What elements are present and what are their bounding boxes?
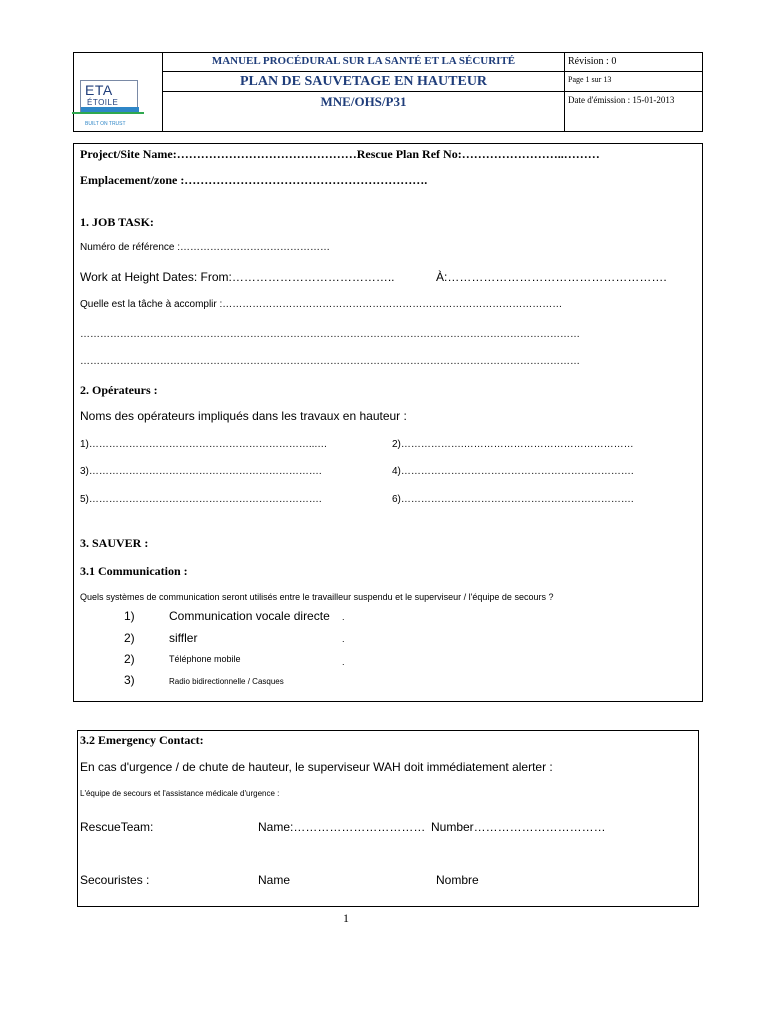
- job-task-section: Project/Site Name:………………………………………Rescue Plan Ref No:……………………..……… Emplacement/zone :……………………………………………………. 1. JOB TASK: Numéro de référence :……………………………………… Work at Height Dates: From:………………………………….. À:………………………………………………. Quelle est la tâche à accomplir :………………………………………………………………………………………… …………………………………………………………………………………………………………………………………… …………………………………………………………………………………………………………………………………… 2. Opérateurs : Noms des opérateurs impliqués dans les travaux en hauteur : 1)…………………………………………………………...… 2)……………….…………………………………………… 3)……………………………………………………………. 4)……………………………………………………………. 5)……………………………………………………………. 6)……………………………………………………………. 3. SAUVER : 3.1 Communication : Quels systèmes de communication seront utilisés entre le travailleur suspendu et le superviseur / l'équipe de secours ? 1) Communication vocale directe . 2) siffler . 2) Téléphone mobile . 3) Radio bidirectionnelle / Casques: [73, 143, 703, 702]
- task-dotted-line[interactable]: ……………………………………………………………………………………………………………………………………: [80, 329, 580, 340]
- list-item-number: 2): [124, 631, 135, 645]
- rescue-heading: 3. SAUVER :: [80, 536, 149, 550]
- emergency-contact-heading: 3.2 Emergency Contact:: [80, 733, 204, 747]
- job-task-heading: 1. JOB TASK:: [80, 215, 154, 229]
- list-item-number: 3): [124, 673, 135, 687]
- document-code: MNE/OHS/P31: [320, 94, 407, 109]
- revision-label: Révision : 0: [568, 56, 617, 67]
- operators-heading: 2. Opérateurs :: [80, 383, 158, 397]
- logo-tagline: BUILT ON TRUST: [85, 121, 126, 127]
- operator-field-5[interactable]: 5)…………………………………………………………….: [80, 494, 322, 505]
- rescue-team-name-field[interactable]: Name:……………………………: [258, 820, 426, 834]
- operator-field-1[interactable]: 1)…………………………………………………………...…: [80, 439, 328, 450]
- list-item: Radio bidirectionnelle / Casques: [169, 677, 284, 686]
- emergency-subtitle: L'équipe de secours et l'assistance médicale d'urgence :: [80, 789, 280, 798]
- page-number: 1: [343, 911, 349, 925]
- logo-subname: ÉTOILE: [87, 98, 119, 107]
- issue-date-label: Date d'émission : 15-01-2013: [568, 95, 675, 105]
- operator-field-3[interactable]: 3)…………………………………………………………….: [80, 466, 322, 477]
- operator-field-6[interactable]: 6)…………………………………………………………….: [392, 494, 634, 505]
- company-logo: [80, 80, 140, 132]
- list-item: Communication vocale directe: [169, 609, 330, 623]
- plan-title: PLAN DE SAUVETAGE EN HAUTEUR: [239, 74, 488, 89]
- list-item: siffler: [169, 631, 198, 645]
- rescue-team-label: RescueTeam:: [80, 820, 154, 834]
- operator-field-2[interactable]: 2)……………….……………………………………………: [392, 439, 634, 450]
- page-label: Page 1 sur 13: [568, 75, 612, 84]
- first-aiders-number-field[interactable]: Nombre: [436, 873, 479, 887]
- project-site-field[interactable]: Project/Site Name:………………………………………Rescue Plan Ref No:……………………..………: [80, 147, 600, 161]
- list-item: Téléphone mobile: [169, 654, 241, 664]
- location-zone-field[interactable]: Emplacement/zone :…………………………………………………….: [80, 173, 428, 187]
- task-question-field[interactable]: Quelle est la tâche à accomplir :…………………………………………………………………………………………: [80, 299, 563, 310]
- list-item-number: 1): [124, 609, 135, 623]
- rescue-team-number-field[interactable]: Number……………………………: [431, 820, 606, 834]
- list-item-number: 2): [124, 652, 135, 666]
- star-icon: [81, 114, 139, 120]
- task-dotted-line[interactable]: ……………………………………………………………………………………………………………………………………: [80, 356, 580, 367]
- manual-title: MANUEL PROCÉDURAL SUR LA SANTÉ ET LA SÉCURITÉ: [211, 55, 516, 67]
- reference-number-field[interactable]: Numéro de référence :………………………………………: [80, 242, 331, 253]
- operator-field-4[interactable]: 4)…………………………………………………………….: [392, 466, 634, 477]
- first-aiders-name-field[interactable]: Name: [258, 873, 291, 887]
- work-dates-from-field[interactable]: Work at Height Dates: From:…………………………………..: [80, 270, 395, 284]
- communication-question: Quels systèmes de communication seront utilisés entre le travailleur suspendu et le superviseur / l'équipe de secours ?: [80, 592, 554, 602]
- first-aiders-label: Secouristes :: [80, 873, 150, 887]
- logo-wordmark: ETA: [85, 82, 113, 98]
- document-header: [73, 52, 703, 132]
- communication-heading: 3.1 Communication :: [80, 564, 188, 578]
- operators-prompt: Noms des opérateurs impliqués dans les travaux en hauteur :: [80, 409, 407, 423]
- work-dates-to-field[interactable]: À:……………………………………………….: [436, 270, 667, 284]
- emergency-contact-section: [77, 730, 699, 907]
- emergency-intro: En cas d'urgence / de chute de hauteur, le superviseur WAH doit immédiatement alerter :: [80, 760, 553, 774]
